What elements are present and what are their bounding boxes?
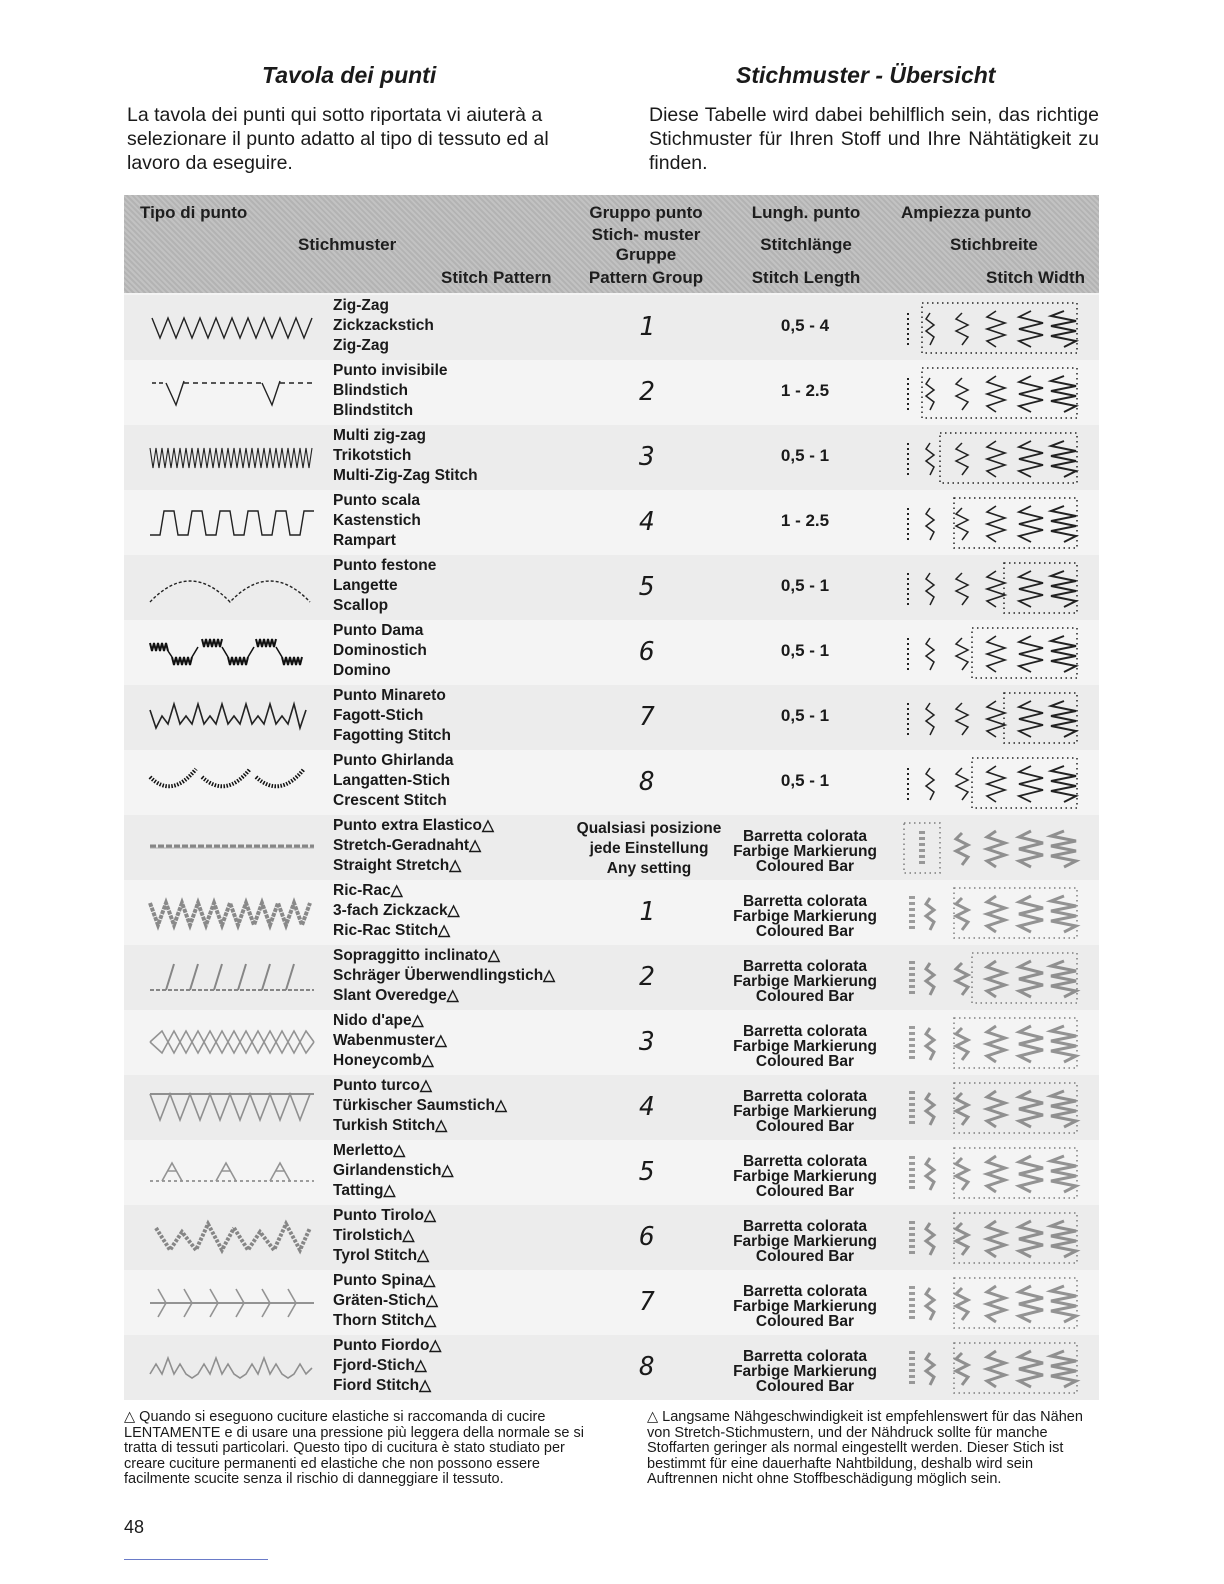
pattern-group: 2 — [639, 377, 655, 407]
stitch-name-italian: Punto Spina△ — [333, 1272, 436, 1289]
stitch-name-english: Turkish Stitch△ — [333, 1117, 448, 1134]
coloured-bar-german: Farbige Markierung — [733, 1168, 877, 1185]
table-row — [124, 360, 1099, 425]
pattern-group: 4 — [639, 1092, 655, 1122]
coloured-bar-note — [720, 829, 890, 874]
stitch-length: 0,5 - 1 — [780, 446, 830, 465]
thorn-pattern-icon — [146, 1279, 318, 1325]
stitch-table — [124, 195, 1099, 1400]
stitch-name-english: Slant Overedge△ — [333, 987, 459, 1004]
coloured-bar-italian: Barretta colorata — [742, 1023, 868, 1040]
stitch-names — [333, 686, 451, 746]
footnote-italian: △ Quando si eseguono cuciture elastiche si raccomanda di cucire LENTAMENTE e di usare una pressione più leggera della normale se si tratta di tessuti particolari. Questo tipo di cucitura è stato studiato per creare cuciture permanenti ed elastiche che non possono essere facilmente scucite senza il rischio di danneggiare il tessuto. — [124, 1409, 584, 1487]
coloured-bar-english: Coloured Bar — [755, 1313, 855, 1330]
stitch-width-icon — [900, 1209, 1085, 1267]
stitch-name-german: Langatten-Stich — [333, 772, 451, 789]
pattern-group-english: Any setting — [606, 860, 692, 877]
stitch-name-german: Trikotstich — [333, 447, 412, 464]
coloured-bar-italian: Barretta colorata — [742, 1348, 868, 1365]
coloured-bar-german: Farbige Markierung — [733, 908, 877, 925]
stitch-names — [333, 556, 436, 616]
stitch-name-english: Fagotting Stitch — [333, 727, 451, 744]
stitch-width-icon — [900, 884, 1085, 942]
stitch-width-icon — [900, 1274, 1085, 1332]
pattern-group-german: jede Einstellung — [589, 840, 709, 857]
stitch-names — [333, 1336, 441, 1396]
pattern-group: 1 — [639, 897, 655, 927]
stitch-length: 0,5 - 4 — [780, 316, 830, 335]
stitch-name-german: Kastenstich — [333, 512, 421, 529]
straight-stretch-pattern-icon — [146, 824, 318, 870]
stitch-names — [333, 1011, 447, 1071]
slant-overedge-pattern-icon — [146, 954, 318, 1000]
stitch-name-italian: Punto scala — [333, 492, 420, 509]
pattern-group: 2 — [639, 962, 655, 992]
coloured-bar-german: Farbige Markierung — [733, 973, 877, 990]
coloured-bar-english: Coloured Bar — [755, 1183, 855, 1200]
coloured-bar-german: Farbige Markierung — [733, 1233, 877, 1250]
stitch-names — [333, 816, 494, 876]
intro-german: Diese Tabelle wird dabei behilflich sein, das richtige Stichmuster für Ihren Stoff und Ihre Nähtätigkeit zu finden. — [649, 104, 1099, 174]
pattern-group: 5 — [639, 572, 655, 602]
table-row — [124, 425, 1099, 490]
stitch-name-german: Wabenmuster△ — [333, 1032, 447, 1049]
stitch-width-icon — [900, 1339, 1085, 1397]
stitch-length: 0,5 - 1 — [780, 576, 830, 595]
coloured-bar-english: Coloured Bar — [755, 988, 855, 1005]
coloured-bar-german: Farbige Markierung — [733, 843, 877, 860]
stitch-width-icon — [900, 689, 1085, 747]
coloured-bar-note — [720, 1219, 890, 1264]
stitch-name-italian: Sopraggitto inclinato△ — [333, 947, 500, 964]
stitch-width-icon — [900, 819, 1085, 877]
table-row — [124, 815, 1099, 880]
title-italian: Tavola dei punti — [262, 62, 437, 88]
stitch-names — [333, 621, 427, 681]
stitch-width-icon — [900, 299, 1085, 357]
stitch-name-english: Straight Stretch△ — [333, 857, 462, 874]
stitch-name-italian: Multi zig-zag — [333, 427, 426, 444]
tatting-pattern-icon — [146, 1149, 318, 1195]
title-german: Stichmuster - Übersicht — [736, 62, 996, 88]
intro-italian: La tavola dei punti qui sotto riportata vi aiuterà a selezionare il punto adatto al tipo di tessuto ed al lavoro da eseguire. — [127, 104, 549, 174]
coloured-bar-english: Coloured Bar — [755, 1248, 855, 1265]
multi-zigzag-pattern-icon — [146, 434, 318, 480]
stitch-name-german: Langette — [333, 577, 398, 594]
honeycomb-pattern-icon — [146, 1019, 318, 1065]
stitch-names — [333, 1271, 438, 1331]
header-length-it: Lungh. punto — [751, 203, 861, 222]
header-type-en: Stitch Pattern — [441, 268, 552, 287]
stitch-names — [333, 751, 454, 811]
pattern-group: 3 — [639, 442, 655, 472]
stitch-name-german: Zickzackstich — [333, 317, 434, 334]
fiord-pattern-icon — [146, 1344, 318, 1390]
stitch-length: 0,5 - 1 — [780, 641, 830, 660]
stitch-name-english: Multi-Zig-Zag Stitch — [333, 467, 478, 484]
stitch-name-italian: Punto Dama — [333, 622, 424, 639]
stitch-names — [333, 1076, 507, 1136]
coloured-bar-german: Farbige Markierung — [733, 1038, 877, 1055]
coloured-bar-german: Farbige Markierung — [733, 1363, 877, 1380]
table-row — [124, 1140, 1099, 1205]
pattern-group: 5 — [639, 1157, 655, 1187]
coloured-bar-note — [720, 1154, 890, 1199]
table-row — [124, 1335, 1099, 1400]
stitch-name-italian: Punto extra Elastico△ — [333, 817, 494, 834]
stitch-name-english: Fiord Stitch△ — [333, 1377, 432, 1394]
stitch-name-english: Domino — [333, 662, 391, 679]
table-row — [124, 1010, 1099, 1075]
stitch-name-english: Thorn Stitch△ — [333, 1312, 437, 1329]
stitch-names — [333, 491, 421, 551]
table-row — [124, 685, 1099, 750]
pattern-group: 6 — [639, 637, 655, 667]
table-row — [124, 555, 1099, 620]
stitch-name-german: Girlandenstich△ — [333, 1162, 454, 1179]
zigzag-pattern-icon — [146, 304, 318, 350]
stitch-name-german: Gräten-Stich△ — [333, 1292, 438, 1309]
stitch-names — [333, 881, 460, 941]
coloured-bar-italian: Barretta colorata — [742, 828, 868, 845]
coloured-bar-english: Coloured Bar — [755, 923, 855, 940]
stitch-name-italian: Punto Tirolo△ — [333, 1207, 436, 1224]
fagotting-pattern-icon — [146, 694, 318, 740]
stitch-name-italian: Nido d'ape△ — [333, 1012, 424, 1029]
coloured-bar-note — [720, 1284, 890, 1329]
domino-pattern-icon — [146, 629, 318, 675]
stitch-name-english: Tyrol Stitch△ — [333, 1247, 430, 1264]
stitch-name-german: Fagott-Stich — [333, 707, 424, 724]
stitch-name-german: Dominostich — [333, 642, 427, 659]
coloured-bar-german: Farbige Markierung — [733, 1298, 877, 1315]
stitch-name-italian: Punto Fiordo△ — [333, 1337, 442, 1354]
table-row — [124, 945, 1099, 1010]
coloured-bar-note — [720, 1024, 890, 1069]
stitch-width-icon — [900, 624, 1085, 682]
stitch-width-icon — [900, 754, 1085, 812]
stitch-name-english: Crescent Stitch — [333, 792, 447, 809]
table-row — [124, 1075, 1099, 1140]
stitch-names — [333, 426, 478, 486]
coloured-bar-note — [720, 1349, 890, 1394]
header-width-de: Stichbreite — [950, 235, 1038, 254]
stitch-names — [333, 361, 448, 421]
header-type-it: Tipo di punto — [140, 203, 248, 222]
header-group-de-1: Stich- muster — [591, 225, 701, 244]
stitch-name-german: Fjord-Stich△ — [333, 1357, 427, 1374]
stitch-width-icon — [900, 1144, 1085, 1202]
pattern-group: 6 — [639, 1222, 655, 1252]
stitch-width-icon — [900, 1014, 1085, 1072]
stitch-name-italian: Punto Minareto — [333, 687, 446, 704]
stitch-width-icon — [900, 559, 1085, 617]
ric-rac-pattern-icon — [146, 889, 318, 935]
stitch-names — [333, 946, 555, 1006]
stitch-name-english: Scallop — [333, 597, 389, 614]
stitch-width-icon — [900, 949, 1085, 1007]
coloured-bar-note — [720, 894, 890, 939]
crescent-pattern-icon — [146, 759, 318, 805]
page-number: 48 — [124, 1517, 145, 1537]
stitch-width-icon — [900, 429, 1085, 487]
coloured-bar-english: Coloured Bar — [755, 858, 855, 875]
coloured-bar-english: Coloured Bar — [755, 1118, 855, 1135]
table-row — [124, 490, 1099, 555]
stitch-name-italian: Punto Ghirlanda — [333, 752, 454, 769]
table-row — [124, 295, 1099, 360]
coloured-bar-italian: Barretta colorata — [742, 1283, 868, 1300]
stitch-name-german: 3-fach Zickzack△ — [333, 902, 460, 919]
header-type-de: Stichmuster — [298, 235, 397, 254]
coloured-bar-note — [720, 959, 890, 1004]
coloured-bar-italian: Barretta colorata — [742, 1153, 868, 1170]
stitch-width-icon — [900, 364, 1085, 422]
pattern-group: 3 — [639, 1027, 655, 1057]
stitch-length: 1 - 2.5 — [780, 511, 830, 530]
stitch-name-italian: Zig-Zag — [333, 297, 389, 314]
stitch-name-english: Rampart — [333, 532, 396, 549]
rampart-pattern-icon — [146, 499, 318, 545]
blindstitch-pattern-icon — [146, 369, 318, 415]
coloured-bar-note — [720, 1089, 890, 1134]
stitch-name-german: Blindstich — [333, 382, 408, 399]
table-row — [124, 880, 1099, 945]
header-group-it: Gruppo punto — [589, 203, 703, 222]
header-group-en: Pattern Group — [588, 268, 704, 287]
pattern-group: 7 — [639, 1287, 655, 1317]
header-length-de: Stitchlänge — [760, 235, 852, 254]
header-group-de-2: Gruppe — [615, 245, 677, 264]
coloured-bar-english: Coloured Bar — [755, 1053, 855, 1070]
stitch-name-german: Schräger Überwendlingstich△ — [333, 967, 556, 984]
header-width-it: Ampiezza punto — [901, 203, 1032, 222]
stitch-length: 1 - 2.5 — [780, 381, 830, 400]
pattern-group: 1 — [639, 312, 655, 342]
stitch-name-italian: Punto festone — [333, 557, 437, 574]
stitch-width-icon — [900, 1079, 1085, 1137]
stitch-length: 0,5 - 1 — [780, 706, 830, 725]
stitch-name-english: Tatting△ — [333, 1182, 396, 1199]
pattern-group: 8 — [639, 767, 655, 797]
stitch-names — [333, 296, 434, 356]
stitch-names — [333, 1141, 453, 1201]
stitch-name-english: Ric-Rac Stitch△ — [333, 922, 450, 939]
coloured-bar-italian: Barretta colorata — [742, 893, 868, 910]
coloured-bar-german: Farbige Markierung — [733, 1103, 877, 1120]
pattern-group: 8 — [639, 1352, 655, 1382]
turkish-stitch-pattern-icon — [146, 1084, 318, 1130]
pattern-group: 4 — [639, 507, 655, 537]
coloured-bar-english: Coloured Bar — [755, 1378, 855, 1395]
header-length-en: Stitch Length — [751, 268, 861, 287]
pattern-group-italian: Qualsiasi posizione — [576, 820, 722, 837]
stitch-name-english: Zig-Zag — [333, 337, 389, 354]
stitch-name-german: Tirolstich△ — [333, 1227, 415, 1244]
stitch-name-italian: Merletto△ — [333, 1142, 406, 1159]
stitch-name-italian: Ric-Rac△ — [333, 882, 403, 899]
stitch-name-english: Blindstitch — [333, 402, 414, 419]
coloured-bar-italian: Barretta colorata — [742, 958, 868, 975]
coloured-bar-italian: Barretta colorata — [742, 1218, 868, 1235]
pattern-group: 7 — [639, 702, 655, 732]
pattern-group — [564, 819, 734, 879]
coloured-bar-italian: Barretta colorata — [742, 1088, 868, 1105]
scallop-pattern-icon — [146, 564, 318, 610]
table-row — [124, 620, 1099, 685]
table-row — [124, 1270, 1099, 1335]
table-header — [124, 195, 1099, 293]
stitch-length: 0,5 - 1 — [780, 771, 830, 790]
stitch-width-icon — [900, 494, 1085, 552]
stitch-name-italian: Punto invisibile — [333, 362, 448, 379]
header-width-en: Stitch Width — [986, 268, 1085, 287]
stitch-name-german: Türkischer Saumstich△ — [333, 1097, 507, 1114]
stitch-names — [333, 1206, 436, 1266]
tyrol-pattern-icon — [146, 1214, 318, 1260]
table-row — [124, 1205, 1099, 1270]
stitch-name-italian: Punto turco△ — [333, 1077, 432, 1094]
stitch-name-german: Stretch-Geradnaht△ — [333, 837, 481, 854]
footnote-german: △ Langsame Nähgeschwindigkeit ist empfehlenswert für das Nähen von Stretch-Stichmustern, und der Nähdruck sollte für manche Stoffarten geringer als normal eingestellt werden. Dieser Stich ist bestimmt für eine dauerhafte Nahtbildung, deshalb wird sein Auftrennen nicht ohne Stoffbeschädigung möglich sein. — [647, 1409, 1083, 1487]
stitch-name-english: Honeycomb△ — [333, 1052, 434, 1069]
footer-divider — [124, 1559, 268, 1560]
table-row — [124, 750, 1099, 815]
